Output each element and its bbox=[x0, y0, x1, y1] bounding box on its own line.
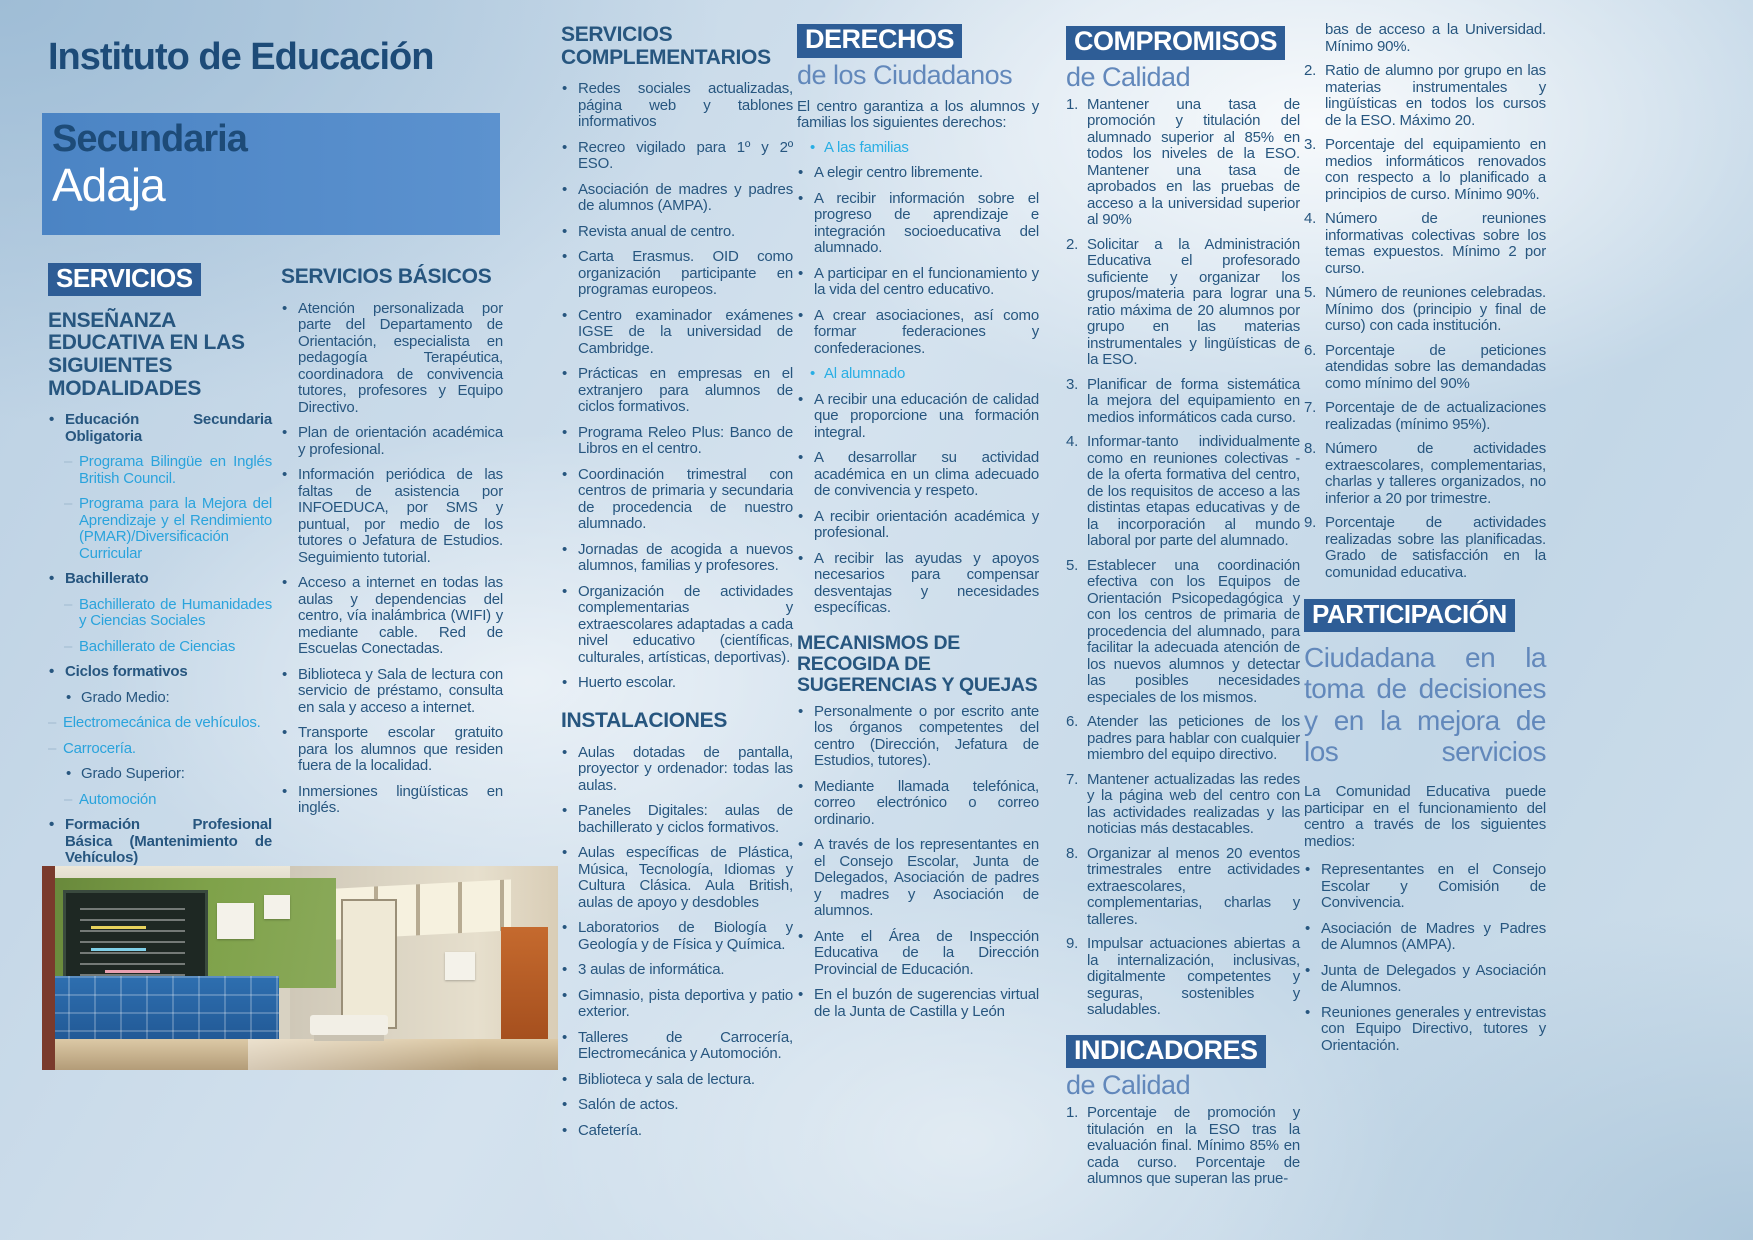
item-number: 9. bbox=[1304, 514, 1317, 531]
list-item: • Ciclos formativos bbox=[48, 664, 272, 681]
list-item bbox=[1066, 377, 1300, 427]
participacion-header: PARTICIPACIÓN bbox=[1304, 599, 1515, 632]
list-item: • A desarrollar su actividad académica en un clima adecuado de convivencia y respeto. bbox=[797, 450, 1039, 500]
list-item: • A recibir las ayudas y apoyos necesarios para compensar desventajas y necesidades específicas. bbox=[797, 551, 1039, 617]
list-item: • A recibir orientación académica y profesional. bbox=[797, 509, 1039, 542]
title-banner bbox=[42, 113, 500, 235]
list-item: • Cafetería. bbox=[561, 1123, 793, 1140]
list-item: • A recibir información sobre el progreso de aprendizaje e integración socioeducativa del alumnado. bbox=[797, 191, 1039, 257]
list-item: • Centro examinador exámenes IGSE de la universidad de Cambridge. bbox=[561, 308, 793, 358]
school-photo bbox=[42, 866, 558, 1070]
list-item: • Información periódica de las faltas de asistencia por INFOEDUCA, por SMS y puntual, por medio de los tutores o Jefatura de Estudios. Seguimiento tutorial. bbox=[281, 467, 503, 566]
item-number: 5. bbox=[1066, 556, 1079, 574]
item-number: 4. bbox=[1304, 210, 1317, 227]
item-text: Establecer una coordinación efectiva con los Equipos de Orientación Psicopedagógica y con los centros de primaria de procedencia del alumnado, para facilitar la adecuada atención de los nuevos alumnos y detectar las posibles necesidades especiales de los mismos. bbox=[1087, 556, 1300, 706]
list-item: • Biblioteca y sala de lectura. bbox=[561, 1072, 793, 1089]
list-item: • Grado Medio: bbox=[48, 690, 272, 707]
item-text: Porcentaje de actividades realizadas sobre las planificadas. Grado de satisfacción en la comunidad educativa. bbox=[1325, 514, 1546, 581]
list-item: • A través de los representantes en el Consejo Escolar, Junta de Delegados, Asociación de padres y madres y Asociación de alumnos. bbox=[797, 837, 1039, 920]
list-item: • Carta Erasmus. OID como organización participante en programas europeos. bbox=[561, 249, 793, 299]
indicadores-list-start bbox=[1066, 1105, 1300, 1188]
item-number: 7. bbox=[1304, 399, 1317, 416]
list-item: – Bachillerato de Ciencias bbox=[48, 639, 272, 656]
list-item: • Junta de Delegados y Asociación de Alumnos. bbox=[1304, 963, 1546, 996]
list-item: • Salón de actos. bbox=[561, 1097, 793, 1114]
list-item bbox=[1066, 846, 1300, 929]
participacion-intro: La Comunidad Educativa puede participar en el funcionamiento del centro a través de los siguientes medios: bbox=[1304, 783, 1546, 850]
list-item bbox=[1066, 714, 1300, 764]
derechos-subheader: de los Ciudadanos bbox=[797, 59, 1013, 90]
list-item: • Atención personalizada por parte del Departamento de Orientación, especialista en pedagogía Terapéutica, coordinadora de convivencia tutores, profesores y Equipo Directivo. bbox=[281, 301, 503, 417]
item-text: Mantener una tasa de promoción y titulación del alumnado superior al 85% en todos los niveles de la ESO. Mantener una tasa de aprobados en las pruebas de acceso a la universidad superior al 90% bbox=[1087, 95, 1300, 229]
list-item: • Acceso a internet en todas las aulas y dependencias del centro, vía inalámbrica (WIFI) y mediante cable. Red de Escuelas Conectadas. bbox=[281, 575, 503, 658]
item-text: Impulsar actuaciones abiertas a la internalización, inclusivas, digitalmente competentes y seguras, sostenibles y saludables. bbox=[1087, 935, 1300, 1019]
list-item: • Aulas específicas de Plástica, Música, Tecnología, Idiomas y Cultura Clásica. Aula British, aulas de apoyo y desdobles bbox=[561, 845, 793, 911]
item-text: Número de reuniones informativas colectivas sobre los temas expuestos. Mínimo 2 por curso. bbox=[1325, 210, 1546, 277]
list-item: • Organización de actividades complementarias y extraescolares adaptadas a cada nivel educativo (científicas, culturales, artísticas, deportivas). bbox=[561, 584, 793, 667]
item-text: Organizar al menos 20 eventos trimestrales entre actividades extraescolares, complementarias, charlas y talleres. bbox=[1087, 844, 1300, 928]
participacion-subheader: Ciudadana en la toma de decisiones y en la mejora de los servicios bbox=[1304, 641, 1546, 768]
section-derechos bbox=[797, 24, 1039, 1029]
list-item: • Jornadas de acogida a nuevos alumnos, familias y profesores. bbox=[561, 542, 793, 575]
item-number: 2. bbox=[1304, 62, 1317, 79]
item-number: 3. bbox=[1066, 375, 1079, 393]
compromisos-subheader: de Calidad bbox=[1066, 61, 1191, 92]
list-item: – Automoción bbox=[48, 792, 272, 809]
item-text: bas de acceso a la Universidad. Mínimo 90%. bbox=[1325, 21, 1546, 55]
mecanismos-list bbox=[797, 704, 1039, 1021]
list-item: • Redes sociales actualizadas, página web y tablones informativos bbox=[561, 81, 793, 131]
list-item: – Electromecánica de vehículos. bbox=[48, 715, 272, 732]
list-item: • Formación Profesional Básica (Mantenimiento de Vehículos) bbox=[48, 817, 272, 867]
list-item bbox=[1304, 137, 1546, 203]
item-number: 1. bbox=[1066, 1104, 1079, 1122]
list-item: • Transporte escolar gratuito para los alumnos que residen fuera de la localidad. bbox=[281, 725, 503, 775]
list-item: • A las familias bbox=[797, 140, 1039, 157]
photo-poster bbox=[264, 895, 290, 919]
servicios-basicos-header: SERVICIOS BÁSICOS bbox=[281, 265, 492, 288]
item-text: Planificar de forma sistemática la mejora del equipamiento en medios informáticos cada curso. bbox=[1087, 375, 1300, 426]
item-number: 1. bbox=[1066, 95, 1079, 113]
servicios-subheader: ENSEÑANZA EDUCATIVA EN LAS SIGUIENTES MODALIDADES bbox=[48, 308, 245, 400]
list-item: • Ante el Área de Inspección Educativa de la Dirección Provincial de Educación. bbox=[797, 929, 1039, 979]
derechos-intro: El centro garantiza a los alumnos y familias los siguientes derechos: bbox=[797, 97, 1039, 132]
list-item: – Programa Bilingüe en Inglés British Council. bbox=[48, 454, 272, 487]
item-text: Ratio de alumno por grupo en las materias instrumentales y lingüísticas en todos los cursos de la ESO. Máximo 20. bbox=[1325, 62, 1546, 129]
list-item bbox=[1066, 434, 1300, 550]
photo-poster bbox=[217, 903, 253, 940]
compromisos-header: COMPROMISOS bbox=[1066, 26, 1285, 60]
list-item: • Inmersiones lingüísticas en inglés. bbox=[281, 784, 503, 817]
item-text: Número de actividades extraescolares, complementarias, charlas y talleres organizados, no inferior a 20 por trimestre. bbox=[1325, 440, 1546, 507]
list-item: • Paneles Digitales: aulas de bachillerato y ciclos formativos. bbox=[561, 803, 793, 836]
item-number: 5. bbox=[1304, 284, 1317, 301]
list-item: • A elegir centro libremente. bbox=[797, 165, 1039, 182]
list-item: • Huerto escolar. bbox=[561, 675, 793, 692]
list-item: • Programa Releo Plus: Banco de Libros en el centro. bbox=[561, 425, 793, 458]
instalaciones-list bbox=[561, 745, 793, 1140]
section-servicios bbox=[48, 263, 272, 901]
list-item bbox=[1304, 343, 1546, 393]
list-item: • 3 aulas de informática. bbox=[561, 962, 793, 979]
item-text: Porcentaje de de actualizaciones realizadas (mínimo 95%). bbox=[1325, 399, 1546, 433]
item-number: 7. bbox=[1066, 770, 1079, 788]
photo-left-door-frame bbox=[42, 866, 55, 1070]
list-item: • Coordinación trimestral con centros de primaria y secundaria de procedencia de nuestro alumnado. bbox=[561, 467, 793, 533]
list-item: – Carrocería. bbox=[48, 741, 272, 758]
item-number: 2. bbox=[1066, 235, 1079, 253]
list-item: • A participar en el funcionamiento y la vida del centro educativo. bbox=[797, 266, 1039, 299]
list-item: • En el buzón de sugerencias virtual de la Junta de Castilla y León bbox=[797, 987, 1039, 1020]
servicios-complementarios-header: SERVICIOS COMPLEMENTARIOS bbox=[561, 23, 771, 69]
indicadores-list-continued bbox=[1304, 22, 1546, 581]
item-text: Porcentaje de promoción y titulación en la ESO tras la evaluación final. Mínimo 85% en cada curso. Porcentaje de alumnos que superan las prue- bbox=[1087, 1104, 1300, 1188]
list-item: • Plan de orientación académica y profesional. bbox=[281, 425, 503, 458]
list-item: • Personalmente o por escrito ante los órganos competentes del centro (Dirección, Jefatura de Estudios, tutores). bbox=[797, 704, 1039, 770]
list-item: • Gimnasio, pista deportiva y patio exterior. bbox=[561, 988, 793, 1021]
list-item: • Bachillerato bbox=[48, 571, 272, 588]
list-item bbox=[1066, 772, 1300, 838]
list-item: • Prácticas en empresas en el extranjero para alumnos de ciclos formativos. bbox=[561, 366, 793, 416]
item-text: Informar-tanto individualmente como en reuniones colectivas - de la oferta formativa del centro, de los requisitos de acceso a las distintas etapas educativas y de la incorporación al mundo laboral por parte del alumnado. bbox=[1087, 433, 1300, 550]
servicios-complementarios-list bbox=[561, 81, 793, 692]
section-indicadores-participacion bbox=[1304, 22, 1546, 1063]
list-item bbox=[1304, 400, 1546, 433]
photo-poster bbox=[445, 952, 476, 981]
banner-secundaria: Secundaria bbox=[52, 118, 247, 160]
list-item bbox=[1304, 285, 1546, 335]
list-item bbox=[1304, 211, 1546, 277]
section-servicios-basicos bbox=[281, 266, 503, 826]
list-item: • Grado Superior: bbox=[48, 766, 272, 783]
list-item: • Educación Secundaria Obligatoria bbox=[48, 412, 272, 445]
servicios-header: SERVICIOS bbox=[48, 263, 201, 296]
photo-bench bbox=[310, 1015, 387, 1035]
list-item: • Revista anual de centro. bbox=[561, 224, 793, 241]
list-item: • Recreo vigilado para 1º y 2º ESO. bbox=[561, 140, 793, 173]
list-item bbox=[1304, 441, 1546, 507]
list-item: – Bachillerato de Humanidades y Ciencias Sociales bbox=[48, 597, 272, 630]
servicios-basicos-list bbox=[281, 301, 503, 817]
list-item: • Asociación de madres y padres de alumnos (AMPA). bbox=[561, 182, 793, 215]
list-item: • A recibir una educación de calidad que proporcione una formación integral. bbox=[797, 392, 1039, 442]
list-item bbox=[1304, 63, 1546, 129]
item-text: Porcentaje del equipamiento en medios informáticos renovados con respecto a lo planificado a principios de curso. Mínimo 90%. bbox=[1325, 136, 1546, 203]
item-number: 6. bbox=[1066, 713, 1079, 731]
list-item: – Programa para la Mejora del Aprendizaje y el Rendimiento (PMAR)/Diversificación Curricular bbox=[48, 496, 272, 562]
item-number: 4. bbox=[1066, 433, 1079, 451]
item-number: 3. bbox=[1304, 136, 1317, 153]
list-item: • Talleres de Carrocería, Electromecánica y Automoción. bbox=[561, 1030, 793, 1063]
participacion-list bbox=[1304, 862, 1546, 1054]
list-item bbox=[1304, 22, 1546, 55]
list-item bbox=[1304, 515, 1546, 581]
list-item bbox=[1066, 558, 1300, 707]
item-text: Solicitar a la Administración Educativa el profesorado suficiente y organizar los grupos/materia para lograr una ratio máxima de 20 alumnos por grupo en las materias instrumentales y lingüísticas de la ESO. bbox=[1087, 235, 1300, 369]
section-compromisos bbox=[1066, 26, 1300, 1196]
list-item: • A crear asociaciones, así como formar federaciones y confederaciones. bbox=[797, 308, 1039, 358]
servicios-list bbox=[48, 412, 272, 892]
item-text: Atender las peticiones de los padres para hablar con cualquier miembro del equipo directivo. bbox=[1087, 713, 1300, 764]
derechos-header: DERECHOS bbox=[797, 24, 962, 58]
page-title: Instituto de Educación bbox=[48, 36, 434, 78]
list-item: • Mediante llamada telefónica, correo electrónico o correo ordinario. bbox=[797, 779, 1039, 829]
indicadores-subheader: de Calidad bbox=[1066, 1070, 1191, 1101]
item-number: 8. bbox=[1304, 440, 1317, 457]
photo-orange-door bbox=[501, 927, 547, 1041]
item-text: Porcentaje de peticiones atendidas sobre las demandadas como mínimo del 90% bbox=[1325, 341, 1546, 392]
list-item: • Reuniones generales y entrevistas con Equipo Directivo, tutores y Orientación. bbox=[1304, 1005, 1546, 1055]
item-number: 9. bbox=[1066, 935, 1079, 953]
banner-adaja: Adaja bbox=[52, 158, 165, 211]
item-number: 8. bbox=[1066, 844, 1079, 862]
photo-doorway bbox=[341, 899, 397, 1029]
item-number bbox=[1304, 22, 1325, 55]
list-item: • Aulas dotadas de pantalla, proyector y ordenador: todas las aulas. bbox=[561, 745, 793, 795]
list-item: • Biblioteca y Sala de lectura con servicio de préstamo, consulta en sala y acceso a internet. bbox=[281, 667, 503, 717]
instalaciones-header: INSTALACIONES bbox=[561, 708, 728, 732]
photo-floor bbox=[42, 1039, 558, 1070]
section-servicios-complementarios bbox=[561, 24, 793, 1148]
list-item: • Representantes en el Consejo Escolar y Comisión de Convivencia. bbox=[1304, 862, 1546, 912]
compromisos-list bbox=[1066, 97, 1300, 1019]
mecanismos-header: MECANISMOS DE RECOGIDA DE SUGERENCIAS Y QUEJAS bbox=[797, 631, 1038, 696]
list-item: • Al alumnado bbox=[797, 366, 1039, 383]
indicadores-header: INDICADORES bbox=[1066, 1035, 1266, 1069]
list-item bbox=[1066, 1105, 1300, 1188]
item-number: 6. bbox=[1304, 341, 1317, 359]
item-text: Mantener actualizadas las redes y la página web del centro con las actividades realizadas y las noticias más destacables. bbox=[1087, 770, 1300, 838]
list-item: • Laboratorios de Biología y Geología y de Física y Química. bbox=[561, 920, 793, 953]
list-item bbox=[1066, 936, 1300, 1019]
list-item: • Asociación de Madres y Padres de Alumnos (AMPA). bbox=[1304, 921, 1546, 954]
derechos-list bbox=[797, 140, 1039, 617]
list-item bbox=[1066, 237, 1300, 369]
item-text: Número de reuniones celebradas. Mínimo dos (principio y final de curso) con cada institución. bbox=[1325, 284, 1546, 334]
list-item bbox=[1066, 97, 1300, 229]
